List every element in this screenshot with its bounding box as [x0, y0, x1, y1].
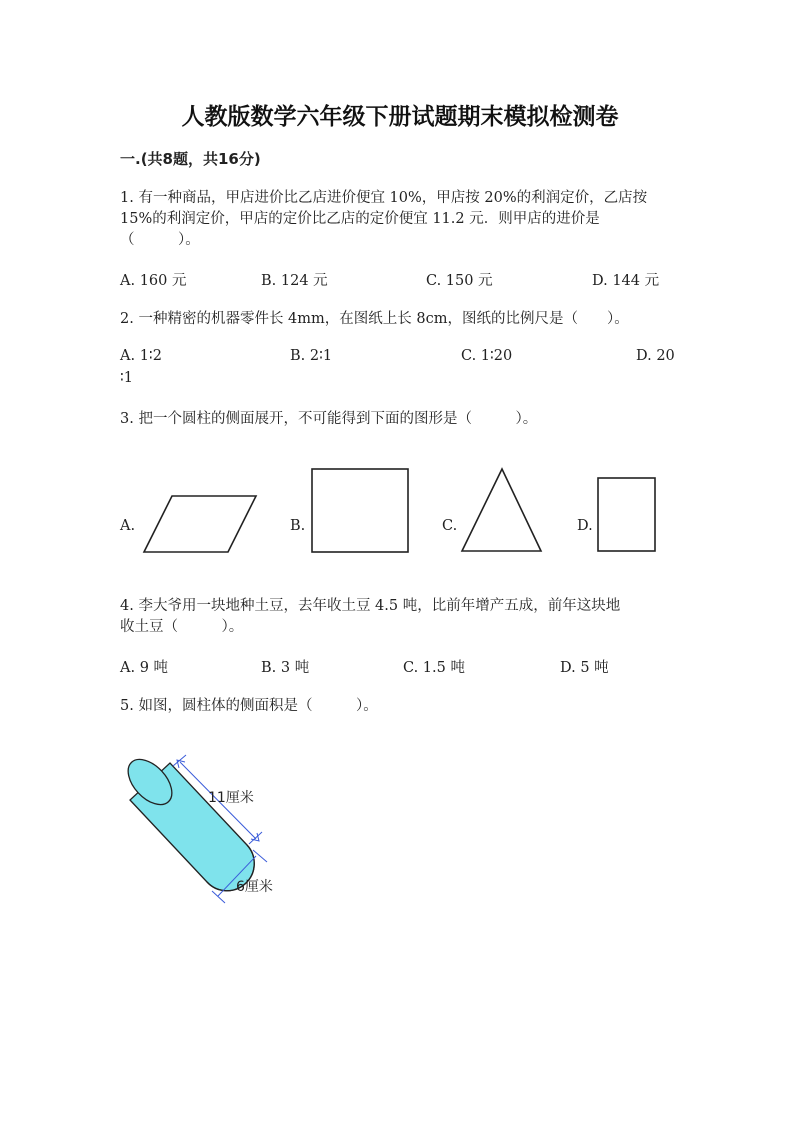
diameter-label: 6厘米: [236, 879, 273, 895]
rectangle-shape: [598, 478, 655, 551]
page-title: 人教版数学六年级下册试题期末模拟检测卷: [181, 104, 619, 130]
question-1-line-2: 15%的利润定价，甲店的定价比乙店的定价便宜 11.2 元．则甲店的进价是: [120, 211, 600, 227]
question-1-option-a: A. 160 元: [120, 273, 187, 289]
question-4-line-2: 收土豆（ ）。: [120, 619, 244, 635]
question-2-text: 2. 一种精密的机器零件长 4mm，在图纸上长 8cm，图纸的比例尺是（ ）。: [120, 311, 629, 327]
question-1-line-3: （ ）。: [120, 232, 200, 248]
question-2-option-b: B. 2∶1: [290, 348, 333, 364]
question-1-option-c: C. 150 元: [426, 273, 493, 289]
question-4-option-d: D. 5 吨: [560, 660, 609, 676]
question-3-text: 3. 把一个圆柱的侧面展开，不可能得到下面的图形是（ ）。: [120, 411, 538, 427]
shape-label-d: D.: [577, 518, 593, 534]
parallelogram-shape: [144, 496, 256, 552]
question-5-text: 5. 如图，圆柱体的侧面积是（ ）。: [120, 698, 378, 714]
shape-label-b: B.: [290, 518, 306, 534]
question-2-option-d-wrap: ∶1: [120, 370, 133, 386]
triangle-shape: [462, 469, 541, 551]
question-4-option-c: C. 1.5 吨: [403, 660, 465, 676]
section-heading: 一.(共8题，共16分): [120, 150, 261, 168]
question-2-option-c: C. 1∶20: [461, 348, 513, 364]
length-label: 11厘米: [208, 790, 254, 806]
question-1-option-d: D. 144 元: [592, 273, 660, 289]
question-2-option-d: D. 20: [636, 348, 675, 364]
question-2-option-a: A. 1∶2: [120, 348, 162, 364]
question-1-line-1: 1. 有一种商品，甲店进价比乙店进价便宜 10%，甲店按 20%的利润定价，乙店按: [120, 190, 648, 206]
square-shape: [312, 469, 408, 552]
question-4-option-a: A. 9 吨: [120, 660, 169, 676]
shape-label-c: C.: [442, 518, 458, 534]
question-4-line-1: 4. 李大爷用一块地种土豆，去年收土豆 4.5 吨，比前年增产五成，前年这块地: [120, 598, 621, 614]
question-4-option-b: B. 3 吨: [261, 660, 310, 676]
shape-label-a: A.: [120, 518, 136, 534]
question-1-option-b: B. 124 元: [261, 273, 328, 289]
